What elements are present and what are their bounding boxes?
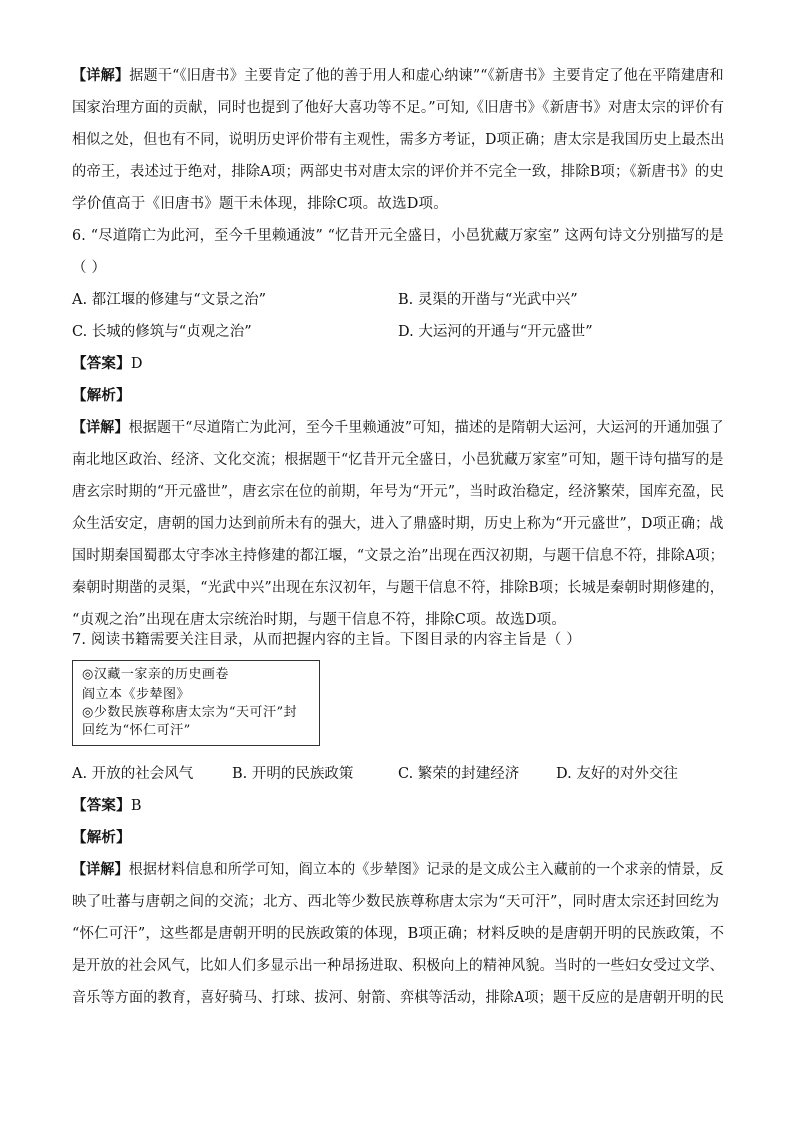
q5-detail-line-2: 国家治理方面的贡献，同时也提到了他好大喜功等不足。”可知,《旧唐书》《新唐书》对唐太宗的评价有 (72, 100, 725, 116)
q7-option-a: A. 开放的社会风气 (72, 766, 194, 782)
q6-detail-line-2: 南北地区政治、经济、文化交流；根据题干“忆昔开元全盛日，小邑犹藏万家室”可知，题干诗句描写的是 (72, 452, 724, 468)
q6-detail-line-4: 众生活安定，唐朝的国力达到前所未有的强大，进入了鼎盛时期，历史上称为“开元盛世”，D项正确；战 (72, 516, 724, 532)
q6-detail-line-1: 【详解】根据题干“尽道隋亡为此河，至今千里赖通波”可知，描述的是隋朝大运河，大运河的开通加强了 (72, 419, 724, 436)
q6-option-c: C. 长城的修筑与“贞观之治” (72, 324, 252, 340)
q6-option-b: B. 灵渠的开凿与“光武中兴” (398, 292, 578, 308)
q5-detail-line-5: 学价值高于《旧唐书》题干未体现，排除C项。故选D项。 (72, 196, 448, 212)
q6-stem-line-1: 6. “尽道隋亡为此河，至今千里赖通波” “忆昔开元全盛日，小邑犹藏万家室” 这两句诗文分别描写的是 (72, 228, 724, 244)
q6-analysis-label: 【解析】 (72, 387, 131, 404)
q7-box-line-3: ◎少数民族尊称唐太宗为“天可汗”封 (82, 705, 298, 720)
q7-detail-line-2: 映了吐蕃与唐朝之间的交流；北方、西北等少数民族尊称唐太宗为“天可汗”，同时唐太宗还封回纥为 (72, 894, 720, 910)
q7-box-line-1: ◎汉藏一家亲的历史画卷 (82, 667, 229, 682)
q7-detail-line-1: 【详解】根据材料信息和所学可知，阎立本的《步辇图》记录的是文成公主入藏前的一个求亲的情景，反 (72, 861, 724, 878)
q7-option-c: C. 繁荣的封建经济 (398, 766, 520, 782)
q6-answer: 【答案】D (72, 355, 143, 372)
q7-detail-line-3: “怀仁可汗”，这些都是唐朝开明的民族政策的体现，B项正确；材料反映的是唐朝开明的民族政策，不 (72, 926, 725, 942)
q5-detail-line-3: 相似之处，但也有不同，说明历史评价带有主观性，需多方考证，D项正确；唐太宗是我国历史上最杰出 (72, 132, 725, 148)
q6-stem-line-2: （ ） (72, 260, 107, 276)
q5-detail-label: 【详解】 (72, 67, 130, 84)
q7-detail-line-5: 音乐等方面的教育，喜好骑马、打球、拔河、射箭、弈棋等活动，排除A项；题干反应的是唐朝开明的民 (72, 990, 725, 1006)
q7-option-b: B. 开明的民族政策 (232, 766, 354, 782)
q6-detail-line-5: 国时期秦国蜀郡太守李冰主持修建的都江堰，“文景之治”出现在西汉初期，与题干信息不符，排除A项； (72, 548, 724, 564)
q7-analysis-label: 【解析】 (72, 829, 131, 846)
q7-stem: 7. 阅读书籍需要关注目录，从而把握内容的主旨。下图目录的内容主旨是（ ） (72, 632, 581, 648)
q6-option-d: D. 大运河的开通与“开元盛世” (398, 324, 593, 340)
q5-detail-line-1: 【详解】据题干“《旧唐书》主要肯定了他的善于用人和虚心纳谏”“《新唐书》主要肯定了他在平隋建唐和 (72, 67, 724, 84)
q6-detail-line-6: 秦朝时期凿的灵渠，“光武中兴”出现在东汉初年，与题干信息不符，排除B项；长城是秦朝时期修建的， (72, 580, 725, 596)
q7-box-line-4: 回纥为“怀仁可汗” (82, 723, 191, 738)
q7-answer: 【答案】B (72, 797, 142, 814)
q7-option-d: D. 友好的对外交往 (556, 766, 678, 782)
q7-box-line-2: 阎立本《步辇图》 (82, 687, 191, 702)
q6-option-a: A. 都江堰的修建与“文景之治” (72, 292, 267, 308)
q6-detail-line-3: 唐玄宗时期的“开元盛世”，唐玄宗在位的前期，年号为“开元”，当时政治稳定，经济繁荣，国库充盈，民 (72, 484, 725, 500)
q6-detail-line-7: “贞观之治”出现在唐太宗统治时期，与题干信息不符，排除C项。故选D项。 (72, 612, 567, 628)
q5-detail-line-4: 的帝王，表述过于绝对，排除A项；两部史书对唐太宗的评价并不完全一致，排除B项；《新唐书》的史 (72, 164, 724, 180)
q7-detail-line-4: 是开放的社会风气，比如人们多显示出一种昂扬进取、积极向上的精神风貌。当时的一些妇女受过文学、 (72, 958, 724, 974)
